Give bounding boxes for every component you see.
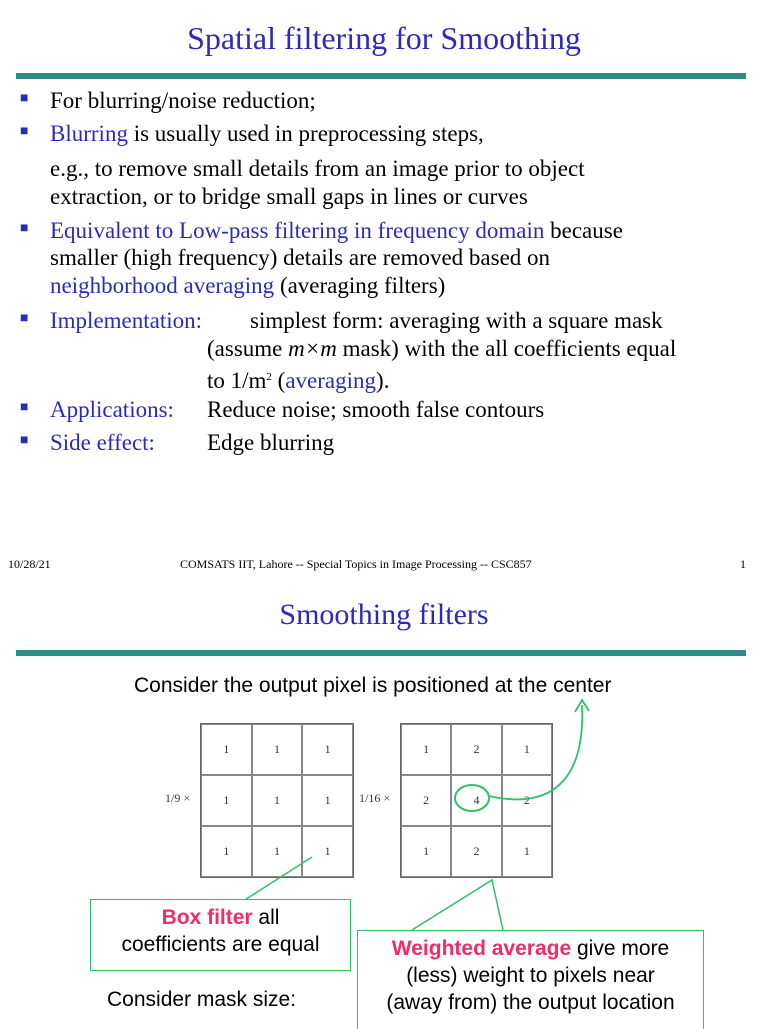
- title-rule: [16, 73, 746, 79]
- mask-cell: 1: [502, 826, 552, 877]
- bullet-text: Reduce noise; smooth false contours: [207, 397, 545, 422]
- text-run: (averaging filters): [274, 273, 446, 298]
- callout-highlight: Weighted average: [391, 937, 572, 960]
- footer-page-number: 1: [740, 557, 746, 571]
- callout-line: coefficients are equal: [121, 933, 320, 956]
- arrow-curve: [489, 705, 582, 799]
- mask-cell: 1: [201, 826, 252, 877]
- caption: Consider the output pixel is positioned at the center: [134, 674, 612, 697]
- footer-date: 10/28/21: [8, 557, 51, 571]
- bullet-text: [207, 335, 676, 363]
- box-filter-fraction: 1/9 ×: [165, 791, 191, 805]
- mask-cell: 1: [302, 724, 353, 775]
- bullet-text: For blurring/noise reduction;: [50, 88, 316, 113]
- mask-cell-center: 4: [451, 775, 501, 826]
- mask-cell: 1: [252, 775, 303, 826]
- bullet-text: [50, 120, 484, 148]
- mask-cell: 1: [401, 826, 451, 877]
- weighted-callout-pointer: [412, 880, 503, 930]
- box-callout-pointer: [240, 857, 312, 903]
- mask-cell: 1: [252, 826, 303, 877]
- weighted-filter-fraction: 1/16 ×: [359, 791, 391, 805]
- callout-line: [358, 935, 703, 962]
- mask-cell: 1: [302, 775, 353, 826]
- text-run: because: [544, 218, 623, 243]
- mask-cell: 1: [201, 724, 252, 775]
- center-highlight-circle: [455, 785, 489, 811]
- mask-size-text: Consider mask size:: [107, 988, 297, 1011]
- bullet-text: [50, 272, 445, 300]
- highlight-term: averaging: [285, 368, 377, 393]
- text-run: mask) with the all coefficients equal: [336, 336, 677, 361]
- text-run: is usually used in preprocessing steps,: [127, 121, 484, 146]
- text-run: to 1/m: [207, 368, 267, 393]
- text-run: (: [271, 368, 286, 393]
- text-run: ).: [376, 368, 390, 393]
- bullet-icon: ■: [20, 433, 29, 448]
- slide-title: Spatial filtering for Smoothing: [187, 20, 581, 56]
- bullet-text: smaller (high frequency) details are removed based on: [50, 245, 551, 270]
- bullet-text: [50, 217, 623, 245]
- footer-course: COMSATS IIT, Lahore -- Special Topics in Image Processing -- CSC857: [180, 557, 532, 571]
- text-run: all: [252, 906, 280, 929]
- callout-highlight: Box filter: [161, 906, 253, 929]
- mask-cell: 1: [252, 724, 303, 775]
- mask-cell: 1: [401, 724, 451, 775]
- mask-cell: 2: [401, 775, 451, 826]
- bullet-label: Applications:: [50, 397, 174, 422]
- slide-title: Smoothing filters: [279, 598, 489, 631]
- callout-line: [91, 904, 350, 931]
- box-filter-callout: [90, 899, 351, 971]
- bullet-label: Implementation:: [50, 308, 203, 333]
- mask-cell: 1: [502, 724, 552, 775]
- callout-line: (away from) the output location: [386, 991, 675, 1014]
- mask-cell: 1: [302, 826, 353, 877]
- superscript: 2: [266, 371, 272, 383]
- text-run: (assume: [207, 336, 289, 361]
- math-term: m×m: [288, 336, 337, 361]
- mask-cell: 2: [451, 724, 501, 775]
- highlight-term: Equivalent to Low-pass filtering in frequency domain: [50, 218, 545, 243]
- bullet-subtext: e.g., to remove small details from an image prior to object: [50, 156, 585, 181]
- mask-cell: 2: [502, 775, 552, 826]
- bullet-icon: ■: [20, 124, 29, 139]
- bullet-label: Side effect:: [50, 430, 155, 455]
- mask-cell: 2: [451, 826, 501, 877]
- mask-cell: 1: [201, 775, 252, 826]
- weighted-average-callout: [357, 930, 704, 1029]
- bullet-text: Edge blurring: [207, 430, 335, 455]
- bullet-icon: ■: [20, 91, 29, 106]
- bullet-icon: ■: [20, 400, 29, 415]
- callout-line: (less) weight to pixels near: [406, 964, 655, 987]
- bullet-icon: ■: [20, 311, 29, 326]
- bullet-text: simplest form: averaging with a square mask: [250, 308, 663, 333]
- bullet-text: [207, 363, 389, 395]
- bullet-icon: ■: [20, 221, 29, 236]
- highlight-term: neighborhood averaging: [50, 273, 275, 298]
- bullet-subtext: extraction, or to bridge small gaps in lines or curves: [50, 184, 528, 209]
- slide-2: [0, 580, 768, 1024]
- highlight-term: Blurring: [50, 121, 128, 146]
- text-run: give more: [571, 937, 670, 960]
